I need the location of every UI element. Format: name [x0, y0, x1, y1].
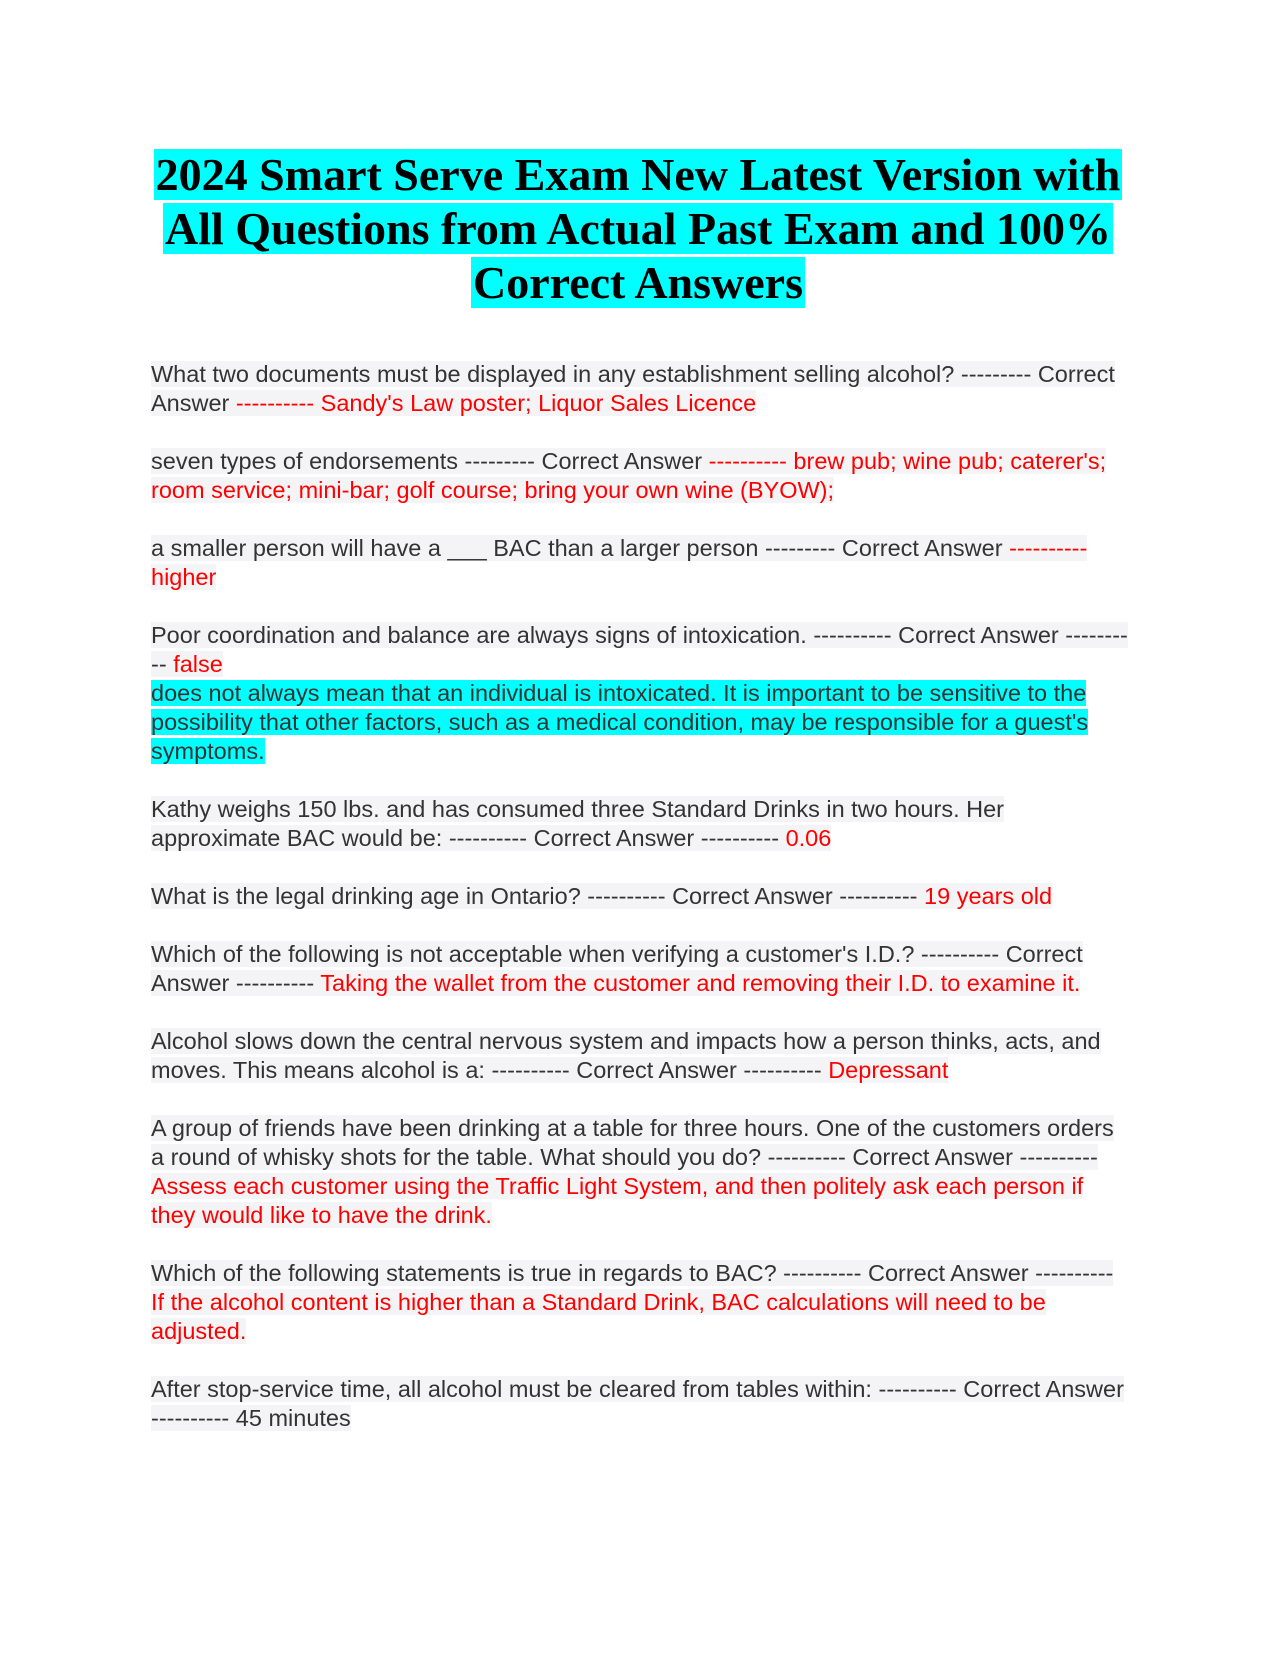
question-text: seven types of endorsements --------- Correct Answer [151, 448, 709, 474]
qa-item [151, 1375, 1131, 1433]
question-text: Kathy weighs 150 lbs. and has consumed three Standard Drinks in two hours. Her approximate BAC would be: ---------- Correct Answer ---------- [151, 796, 1004, 851]
question-text: Which of the following statements is true in regards to BAC? ---------- Correct Answer ---------- [151, 1260, 1114, 1286]
answer-text: false [173, 651, 223, 677]
question-text: Poor coordination and balance are always signs of intoxication. ---------- Correct Answer ---------- [151, 622, 1128, 677]
answer-text: Taking the wallet from the customer and removing their I.D. to examine it. [320, 970, 1081, 996]
answer-text: ---------- Sandy's Law poster; Liquor Sales Licence [235, 390, 757, 416]
answer-text: ---------- higher [151, 535, 1088, 590]
question-text: After stop-service time, all alcohol must be cleared from tables within: ---------- Correct Answer ---------- [151, 1376, 1124, 1431]
answer-text: Depressant [828, 1057, 949, 1083]
answer-text: ---------- brew pub; wine pub; caterer's; room service; mini-bar; golf course; bring your own wine (BYOW); [151, 448, 1107, 503]
qa-list [151, 360, 1131, 1462]
qa-item [151, 882, 1131, 911]
answer-explanation [151, 679, 1131, 766]
question-text: a smaller person will have a ___ BAC than a larger person --------- Correct Answer [151, 535, 1010, 561]
question-text: What is the legal drinking age in Ontario? ---------- Correct Answer ---------- [151, 883, 925, 909]
question-text: Which of the following is not acceptable when verifying a customer's I.D.? ---------- Correct Answer ---------- [151, 941, 1083, 996]
page-title [148, 148, 1128, 310]
qa-item [151, 1114, 1131, 1230]
answer-text: 45 minutes [235, 1405, 351, 1431]
qa-item [151, 360, 1131, 418]
qa-item [151, 621, 1131, 679]
qa-item [151, 795, 1131, 853]
qa-item [151, 940, 1131, 998]
qa-item [151, 1027, 1131, 1085]
title-text: 2024 Smart Serve Exam New Latest Version with All Questions from Actual Past Exam and 100% Correct Answers [155, 149, 1121, 308]
answer-text: If the alcohol content is higher than a Standard Drink, BAC calculations will need to be adjusted. [151, 1289, 1046, 1344]
question-text: A group of friends have been drinking at a table for three hours. One of the customers orders a round of whisky shots for the table. What should you do? ---------- Correct Answer ---------- [151, 1115, 1114, 1170]
qa-item [151, 1259, 1131, 1346]
question-text: What two documents must be displayed in any establishment selling alcohol? --------- Correct Answer [151, 361, 1115, 416]
answer-text: Assess each customer using the Traffic Light System, and then politely ask each person if they would like to have the drink. [151, 1173, 1084, 1228]
question-text: Alcohol slows down the central nervous system and impacts how a person thinks, acts, and moves. This means alcohol is a: ---------- Correct Answer ---------- [151, 1028, 1101, 1083]
qa-item [151, 447, 1131, 505]
explanation-text: does not always mean that an individual is intoxicated. It is important to be sensitive to the possibility that other factors, such as a medical condition, may be responsible for a guest's symptoms. [151, 680, 1089, 764]
answer-text: 19 years old [924, 883, 1053, 909]
qa-item [151, 534, 1131, 592]
answer-text: 0.06 [785, 825, 832, 851]
